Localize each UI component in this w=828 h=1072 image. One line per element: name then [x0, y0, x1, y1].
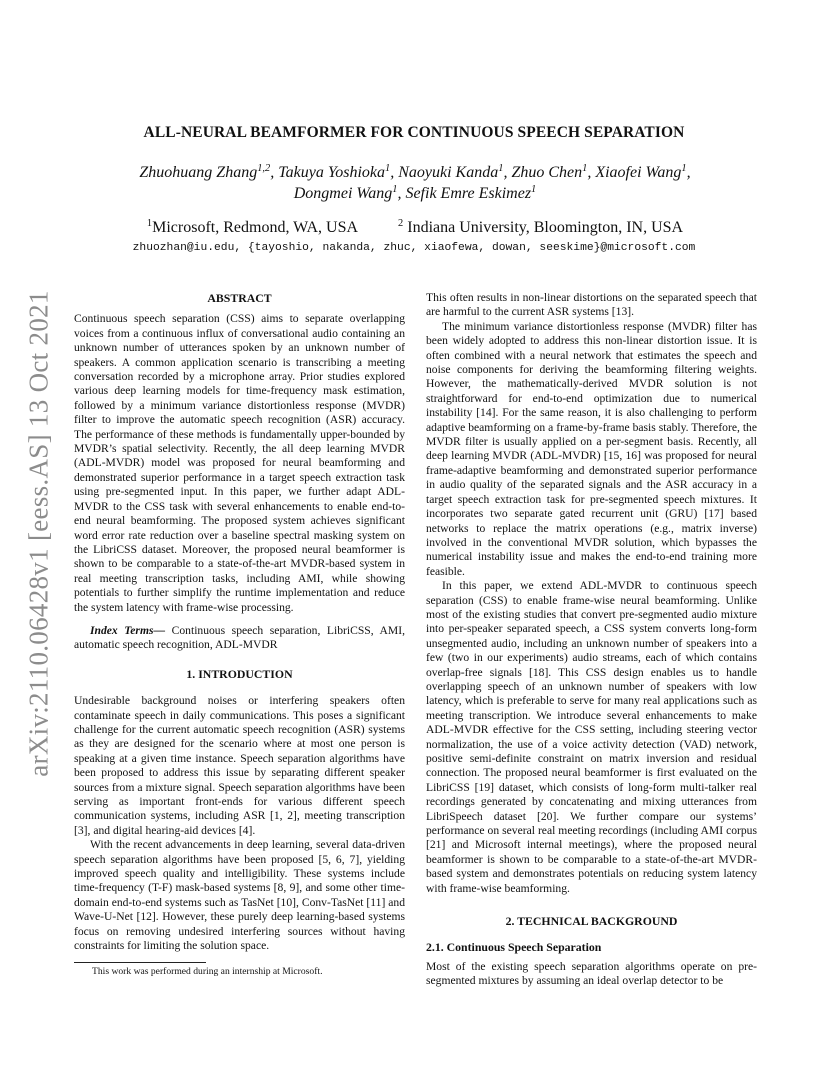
author-name: Xiaofei Wang [595, 164, 682, 181]
author-affil-marker: 1 [392, 184, 398, 195]
css-paragraph-1: Most of the existing speech separation algorithms operate on pre-segmented mixtures by assuming an ideal overlap detector to be [426, 959, 757, 988]
paper-title: ALL-NEURAL BEAMFORMER FOR CONTINUOUS SPEECH SEPARATION [143, 124, 685, 141]
author-name: Zhuo Chen [511, 164, 583, 181]
author-line-1 [100, 162, 730, 183]
author-name: Dongmei Wang [293, 185, 393, 202]
author-emails: zhuozhan@iu.edu, {tayoshio, nakanda, zhuc, xiaofewa, dowan, seeskime}@microsoft.com [132, 242, 696, 254]
author-affil-marker: 1 [681, 163, 687, 174]
index-terms [74, 624, 405, 653]
intro-heading: 1. INTRODUCTION [186, 666, 293, 681]
footnote [74, 966, 405, 978]
author-separator: , [270, 164, 279, 181]
css-subheading: 2.1. Continuous Speech Separation [426, 940, 602, 955]
author-separator: , [390, 164, 399, 181]
intro-paragraph-5: In this paper, we extend ADL-MVDR to continuous speech separation (CSS) to enable frame-wise neural beamforming. Unlike most of the existing studies that convert pre-segmented audio mixture into per-speaker separated speech, a CSS system converts long-form unsegmented audio, including an unknown number of speakers into a few (two in our experiments) audio streams, each of which contains overlap-free signals [18]. This CSS design enables us to handle overlapping speech of an unknown number of speakers with low latency, which is preferable to serve for many real applications such as meeting transcription. We introduce several enhancements to make ADL-MVDR effective for the CSS setting, including steering vector normalization, the use of a voice activity detection (VAD) network, positive semi-definite constraint on matrix inversion and residual connection. The proposed neural beamformer is first evaluated on the LibriCSS [19] dataset, which consists of long-form multi-talker real recordings generated by concatenating and mixing utterances from LibriSpeech dataset [20]. We further compare our systems’ performance on several real meeting recordings (including AMI corpus [21] and Microsoft internal meetings), where the proposed neural beamformer is shown to be comparable to a state-of-the-art MVDR-based system and demonstrates potentials on reducing system latency with frame-wise beamforming. [426, 579, 757, 895]
footnote-rule [74, 962, 206, 963]
author-affil-marker: 1 [498, 163, 504, 174]
intro-paragraph-1: Undesirable background noises or interfering speakers often contaminate speech in daily communications. This poses a significant challenge for the current automatic speech recognition (ASR) systems as they are designed for the scenario where at most one person is speaking at a given time instance. Speech separation algorithms have been proposed to address this issue by separating different speaker sources from a mixture signal. Speech separation algorithms have been serving as important front-ends for various different speech communication systems, including ASR [1, 2], meeting transcription [3], and digital hearing-aid devices [4]. [74, 694, 405, 837]
right-column [426, 291, 757, 989]
footnote-text: This work was performed during an internship at Microsoft. [92, 966, 323, 977]
affiliation-text: Indiana University, Bloomington, IN, USA [403, 219, 684, 236]
abstract-text: Continuous speech separation (CSS) aims to separate overlapping voices from a continuous influx of conversational audio containing an unknown number of utterances spoken by an unknown number of speakers. A common application scenario is transcribing a meeting conversation recorded by a microphone array. Prior studies explored various deep learning models for time-frequency mask estimation, followed by a minimum variance distortionless response (MVDR) filter to improve the automatic speech recognition (ASR) accuracy. The performance of these methods is fundamentally upper-bounded by MVDR’s spatial selectivity. Recently, the all deep learning MVDR (ADL-MVDR) model was proposed for neural beamforming and demonstrated superior performance in a target speech extraction task using pre-segmented input. In this paper, we further adapt ADL-MVDR to the CSS task with several enhancements to enable end-to-end neural beamforming. The proposed system achieves significant word error rate reduction over a baseline spectral masking system on the LibriCSS dataset. Moreover, the proposed neural beamformer is shown to be comparable to a state-of-the-art MVDR-based system in real meeting transcription tasks, including AMI, while showing potentials to further simplify the runtime implementation and reduce the system latency with frame-wise processing. [74, 312, 405, 614]
author-name: Sefik Emre Eskimez [405, 185, 532, 202]
affiliation-1 [147, 219, 358, 236]
left-column [74, 291, 405, 953]
intro-paragraph-4: The minimum variance distortionless response (MVDR) filter has been widely adopted to address this non-linear distortion issue. It is often combined with a neural network that estimates the speech and noise components for deriving the beamforming filtering weights. However, the mathematically-derived MVDR solution is not straightforward for end-to-end optimization due to numerical instability [14]. For the same reason, it is also challenging to perform adaptive beamforming on a frame-by-frame basis stably. Therefore, the MVDR filter is usually applied on a per-segment basis. Recently, all deep learning MVDR (ADL-MVDR) [15, 16] was proposed for neural frame-adaptive beamforming and demonstrated superior performance in audio quality of the separated signals and the ASR accuracy in a target speech extraction task for pre-segmented speech mixtures. It incorporates two separate gated recurrent unit (GRU) [17] based networks to replace the matrix operations (e.g., matrix inverse) involved in the conventional MVDR solution, which bypasses the numerical instability issue and makes the end-to-end training more feasible. [426, 319, 757, 578]
author-affil-marker: 1 [385, 163, 391, 174]
author-separator: , [397, 185, 406, 202]
author-name: Zhuohuang Zhang [139, 164, 258, 181]
affiliation-marker: 1 [146, 218, 153, 229]
author-name: Takuya Yoshioka [278, 164, 386, 181]
affiliation-marker: 2 [398, 218, 404, 229]
author-list [100, 162, 730, 204]
intro-paragraph-2: With the recent advancements in deep learning, several data-driven speech separation algorithms have been proposed [5, 6, 7], yielding improved speech quality and intelligibility. These systems include time-frequency (T-F) mask-based systems [8, 9], and some other time-domain end-to-end systems such as TasNet [10], Conv-TasNet [11] and Wave-U-Net [12]. However, these purely deep learning-based systems focus on removing undesired interfering sources without having constraints for limiting the solution space. [74, 838, 405, 953]
abstract-heading: ABSTRACT [207, 291, 272, 305]
author-separator: , [587, 164, 596, 181]
author-affil-marker: 1 [531, 184, 537, 195]
intro-paragraph-3: This often results in non-linear distortions on the separated speech that are harmful to the current ASR systems [13]. [426, 291, 757, 319]
author-name: Naoyuki Kanda [398, 164, 499, 181]
author-separator: , [686, 164, 691, 181]
index-terms-label: Index Terms— [90, 623, 166, 637]
affiliations [100, 218, 730, 238]
index-terms-text: Continuous speech separation, LibriCSS, AMI, automatic speech recognition, ADL-MVDR [74, 623, 405, 652]
author-affil-marker: 1,2 [257, 163, 271, 174]
author-affil-marker: 1 [582, 163, 588, 174]
arxiv-stamp [22, 288, 56, 778]
affiliation-text: Microsoft, Redmond, WA, USA [152, 219, 359, 236]
author-line-2 [100, 183, 730, 204]
affiliation-2 [398, 219, 683, 236]
author-separator: , [503, 164, 512, 181]
background-heading: 2. TECHNICAL BACKGROUND [505, 914, 678, 929]
arxiv-stamp-text: arXiv:2110.06428v1 [eess.AS] 13 Oct 2021 [23, 289, 54, 777]
